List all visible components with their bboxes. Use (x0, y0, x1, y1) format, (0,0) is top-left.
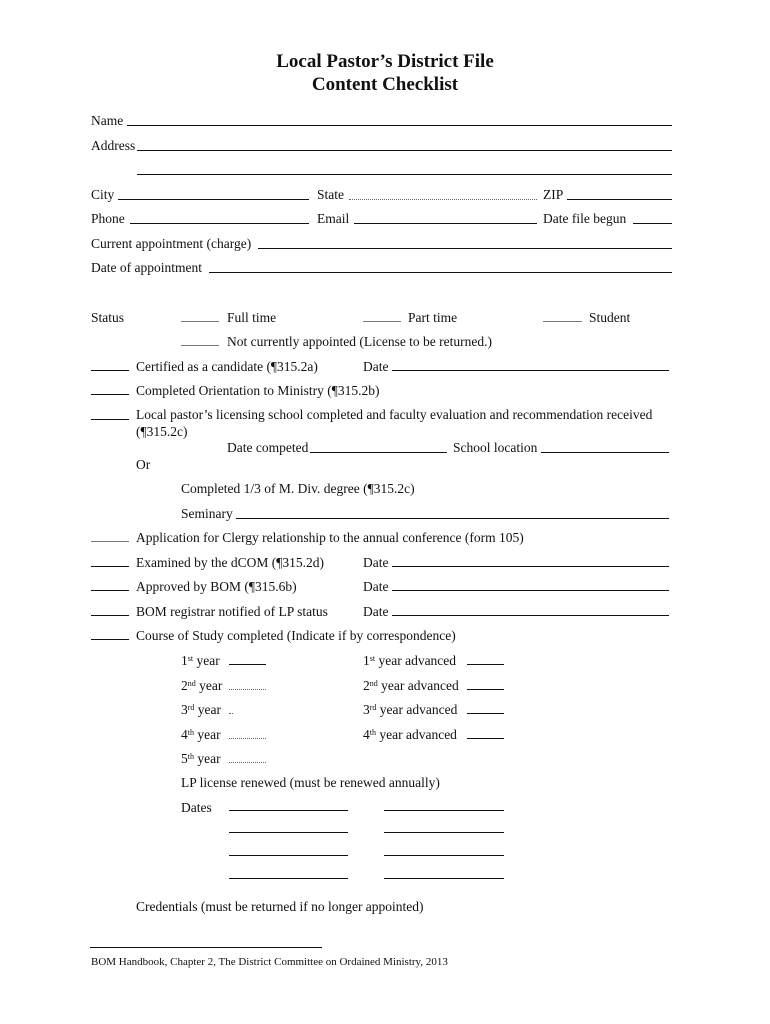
year-5-field[interactable] (229, 762, 266, 763)
name-field[interactable] (127, 125, 672, 126)
year-1-advanced-field[interactable] (467, 664, 504, 665)
examined-check[interactable] (91, 566, 129, 567)
year-4-advanced-label: 4th year advanced (363, 727, 457, 742)
dates-label: Dates (181, 800, 212, 815)
year-3-advanced-field[interactable] (467, 713, 504, 714)
state-field[interactable] (349, 199, 537, 200)
registrar-date-field[interactable] (392, 615, 669, 616)
approved-label: Approved by BOM (¶315.6b) (136, 579, 297, 594)
year-4-advanced-field[interactable] (467, 738, 504, 739)
date-competed-field[interactable] (310, 452, 447, 453)
full-time-label: Full time (227, 310, 277, 325)
licensing-school-check[interactable] (91, 419, 129, 420)
zip-field[interactable] (567, 199, 672, 200)
examined-date-field[interactable] (392, 566, 669, 567)
certified-label: Certified as a candidate (¶315.2a) (136, 359, 318, 374)
certified-check[interactable] (91, 370, 129, 371)
not-appointed-label: Not currently appointed (License to be returned.) (227, 334, 493, 349)
licensing-school-label: Local pastor’s licensing school completed and faculty evaluation and recommendation received (136, 407, 653, 422)
examined-label: Examined by the dCOM (¶315.2d) (136, 555, 324, 570)
state-label: State (317, 187, 344, 202)
year-2-advanced-field[interactable] (467, 689, 504, 690)
page-title: Local Pastor’s District File (276, 51, 494, 72)
date-of-appointment-label: Date of appointment (91, 260, 202, 275)
phone-label: Phone (91, 211, 125, 226)
orientation-check[interactable] (91, 394, 129, 395)
part-time-check[interactable] (363, 321, 401, 322)
email-label: Email (317, 211, 350, 226)
year-2-advanced-label: 2nd year advanced (363, 678, 459, 693)
year-1-label: 1st year (181, 653, 220, 668)
licensing-school-ref: (¶315.2c) (136, 424, 188, 439)
renewal-date-field-7[interactable] (229, 878, 348, 879)
date-file-begun-field[interactable] (633, 223, 672, 224)
approved-date-field[interactable] (392, 590, 669, 591)
student-check[interactable] (543, 321, 582, 322)
license-renewed-label: LP license renewed (must be renewed annually) (181, 775, 440, 790)
approved-date-label: Date (363, 579, 389, 594)
address-label: Address (91, 138, 136, 153)
year-1-advanced-label: 1st year advanced (363, 653, 457, 668)
current-appointment-label: Current appointment (charge) (91, 236, 252, 251)
examined-date-label: Date (363, 555, 389, 570)
year-1-field[interactable] (229, 664, 266, 665)
renewal-date-field-4[interactable] (384, 832, 504, 833)
application-check[interactable] (91, 541, 129, 542)
year-3-advanced-label: 3rd year advanced (363, 702, 458, 717)
renewal-date-field-1[interactable] (229, 810, 348, 811)
city-field[interactable] (118, 199, 309, 200)
approved-check[interactable] (91, 590, 129, 591)
renewal-date-field-3[interactable] (229, 832, 348, 833)
status-label: Status (91, 310, 125, 325)
year-2-field[interactable] (229, 689, 266, 690)
date-of-appointment-field[interactable] (209, 272, 672, 273)
application-label: Application for Clergy relationship to the annual conference (form 105) (136, 530, 524, 545)
course-of-study-label: Course of Study completed (Indicate if by correspondence) (136, 628, 456, 643)
registrar-date-label: Date (363, 604, 389, 619)
school-location-label: School location (453, 440, 538, 455)
student-label: Student (589, 310, 631, 325)
credentials-label: Credentials (must be returned if no longer appointed) (136, 899, 424, 914)
renewal-date-field-6[interactable] (384, 855, 504, 856)
seminary-label: Seminary (181, 506, 233, 521)
year-5-label: 5th year (181, 751, 221, 766)
registrar-label: BOM registrar notified of LP status (136, 604, 328, 619)
renewal-date-field-2[interactable] (384, 810, 504, 811)
page-subtitle: Content Checklist (311, 74, 459, 95)
registrar-check[interactable] (91, 615, 129, 616)
phone-field[interactable] (130, 223, 309, 224)
address-field-line2[interactable] (137, 174, 672, 175)
address-field[interactable] (137, 150, 672, 151)
date-file-begun-label: Date file begun (543, 211, 627, 226)
name-label: Name (91, 113, 124, 128)
year-3-label: 3rd year (181, 702, 222, 717)
full-time-check[interactable] (181, 321, 219, 322)
year-3-field[interactable] (229, 713, 233, 714)
zip-label: ZIP (543, 187, 564, 202)
course-of-study-check[interactable] (91, 639, 129, 640)
current-appointment-field[interactable] (258, 248, 672, 249)
seminary-field[interactable] (236, 518, 669, 519)
renewal-date-field-8[interactable] (384, 878, 504, 879)
year-4-label: 4th year (181, 727, 221, 742)
certified-date-label: Date (363, 359, 389, 374)
not-appointed-check[interactable] (181, 345, 219, 346)
part-time-label: Part time (408, 310, 458, 325)
footer-rule (90, 947, 322, 948)
orientation-label: Completed Orientation to Ministry (¶315.2b) (136, 383, 380, 398)
email-field[interactable] (354, 223, 537, 224)
or-label: Or (136, 457, 151, 472)
certified-date-field[interactable] (392, 370, 669, 371)
school-location-field[interactable] (541, 452, 669, 453)
renewal-date-field-5[interactable] (229, 855, 348, 856)
city-label: City (91, 187, 115, 202)
mdiv-label: Completed 1/3 of M. Div. degree (¶315.2c) (181, 481, 415, 496)
year-4-field[interactable] (229, 738, 266, 739)
footer-text: BOM Handbook, Chapter 2, The District Committee on Ordained Ministry, 2013 (91, 956, 448, 968)
date-competed-label: Date competed (227, 440, 309, 455)
year-2-label: 2nd year (181, 678, 223, 693)
